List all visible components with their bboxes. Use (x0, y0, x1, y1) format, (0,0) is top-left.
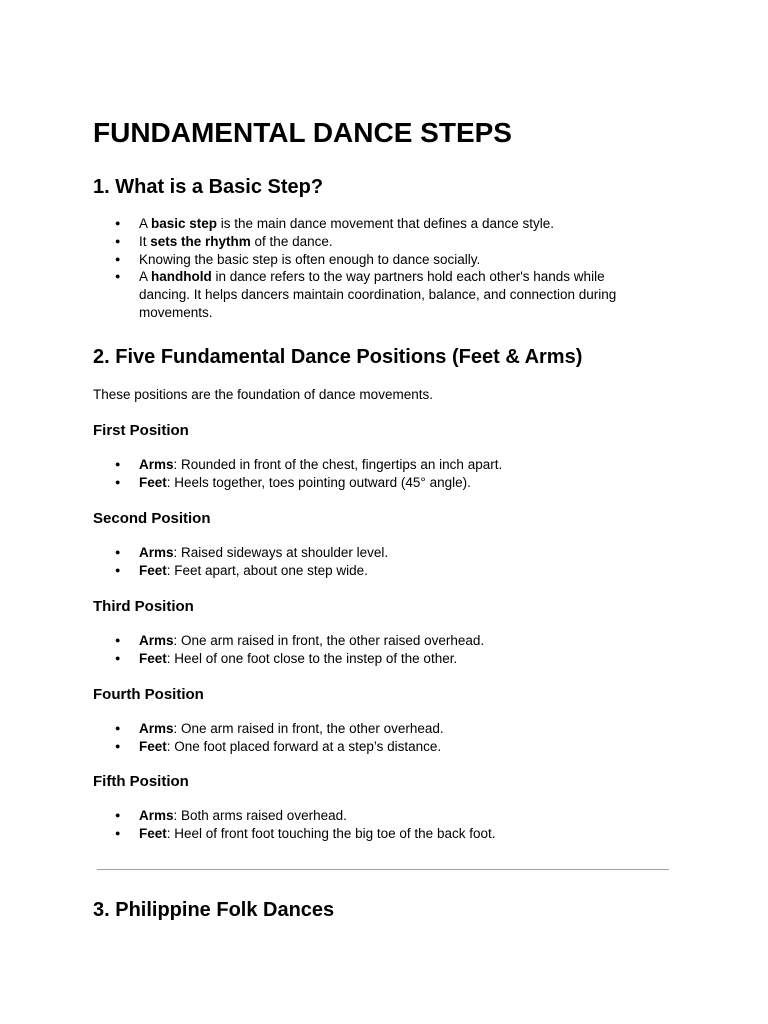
list-item: ● Arms: One arm raised in front, the other raised overhead. (93, 632, 653, 650)
position-heading: First Position (93, 422, 189, 439)
basic-step-list (93, 215, 653, 322)
list-item: ● Feet: Heel of front foot touching the big toe of the back foot. (93, 825, 653, 843)
section-3-heading: 3. Philippine Folk Dances (93, 899, 335, 921)
position-list (93, 807, 653, 843)
list-item: ● Feet: Heels together, toes pointing outward (45° angle). (93, 474, 653, 492)
section-2-heading: 2. Five Fundamental Dance Positions (Feet & Arms) (93, 346, 583, 368)
position-list (93, 544, 653, 580)
position-heading: Second Position (93, 510, 211, 527)
position-heading: Third Position (93, 598, 194, 615)
list-item: ● It sets the rhythm of the dance. (93, 233, 653, 251)
list-item: ● Feet: Heel of one foot close to the instep of the other. (93, 650, 653, 668)
list-item: ● Arms: Rounded in front of the chest, fingertips an inch apart. (93, 456, 653, 474)
section-2-intro: These positions are the foundation of dance movements. (93, 387, 433, 402)
position-list (93, 720, 653, 756)
position-heading: Fourth Position (93, 686, 204, 703)
list-item: ● Feet: One foot placed forward at a step’s distance. (93, 738, 653, 756)
list-item: ● Arms: One arm raised in front, the other overhead. (93, 720, 653, 738)
document-title: FUNDAMENTAL DANCE STEPS (93, 117, 512, 148)
position-list (93, 456, 653, 492)
list-item: ● A basic step is the main dance movement that defines a dance style. (93, 215, 653, 233)
list-item: ● Knowing the basic step is often enough to dance socially. (93, 251, 653, 269)
position-heading: Fifth Position (93, 773, 189, 790)
list-item: ● Arms: Raised sideways at shoulder level. (93, 544, 653, 562)
list-item: ● A handhold in dance refers to the way partners hold each other's hands while dancing. It helps dancers maintain coordination, balance, and connection during movements. (93, 268, 653, 321)
section-1-heading: 1. What is a Basic Step? (93, 176, 324, 198)
position-list (93, 632, 653, 668)
horizontal-divider (97, 869, 669, 870)
list-item: ● Feet: Feet apart, about one step wide. (93, 562, 653, 580)
list-item: ● Arms: Both arms raised overhead. (93, 807, 653, 825)
